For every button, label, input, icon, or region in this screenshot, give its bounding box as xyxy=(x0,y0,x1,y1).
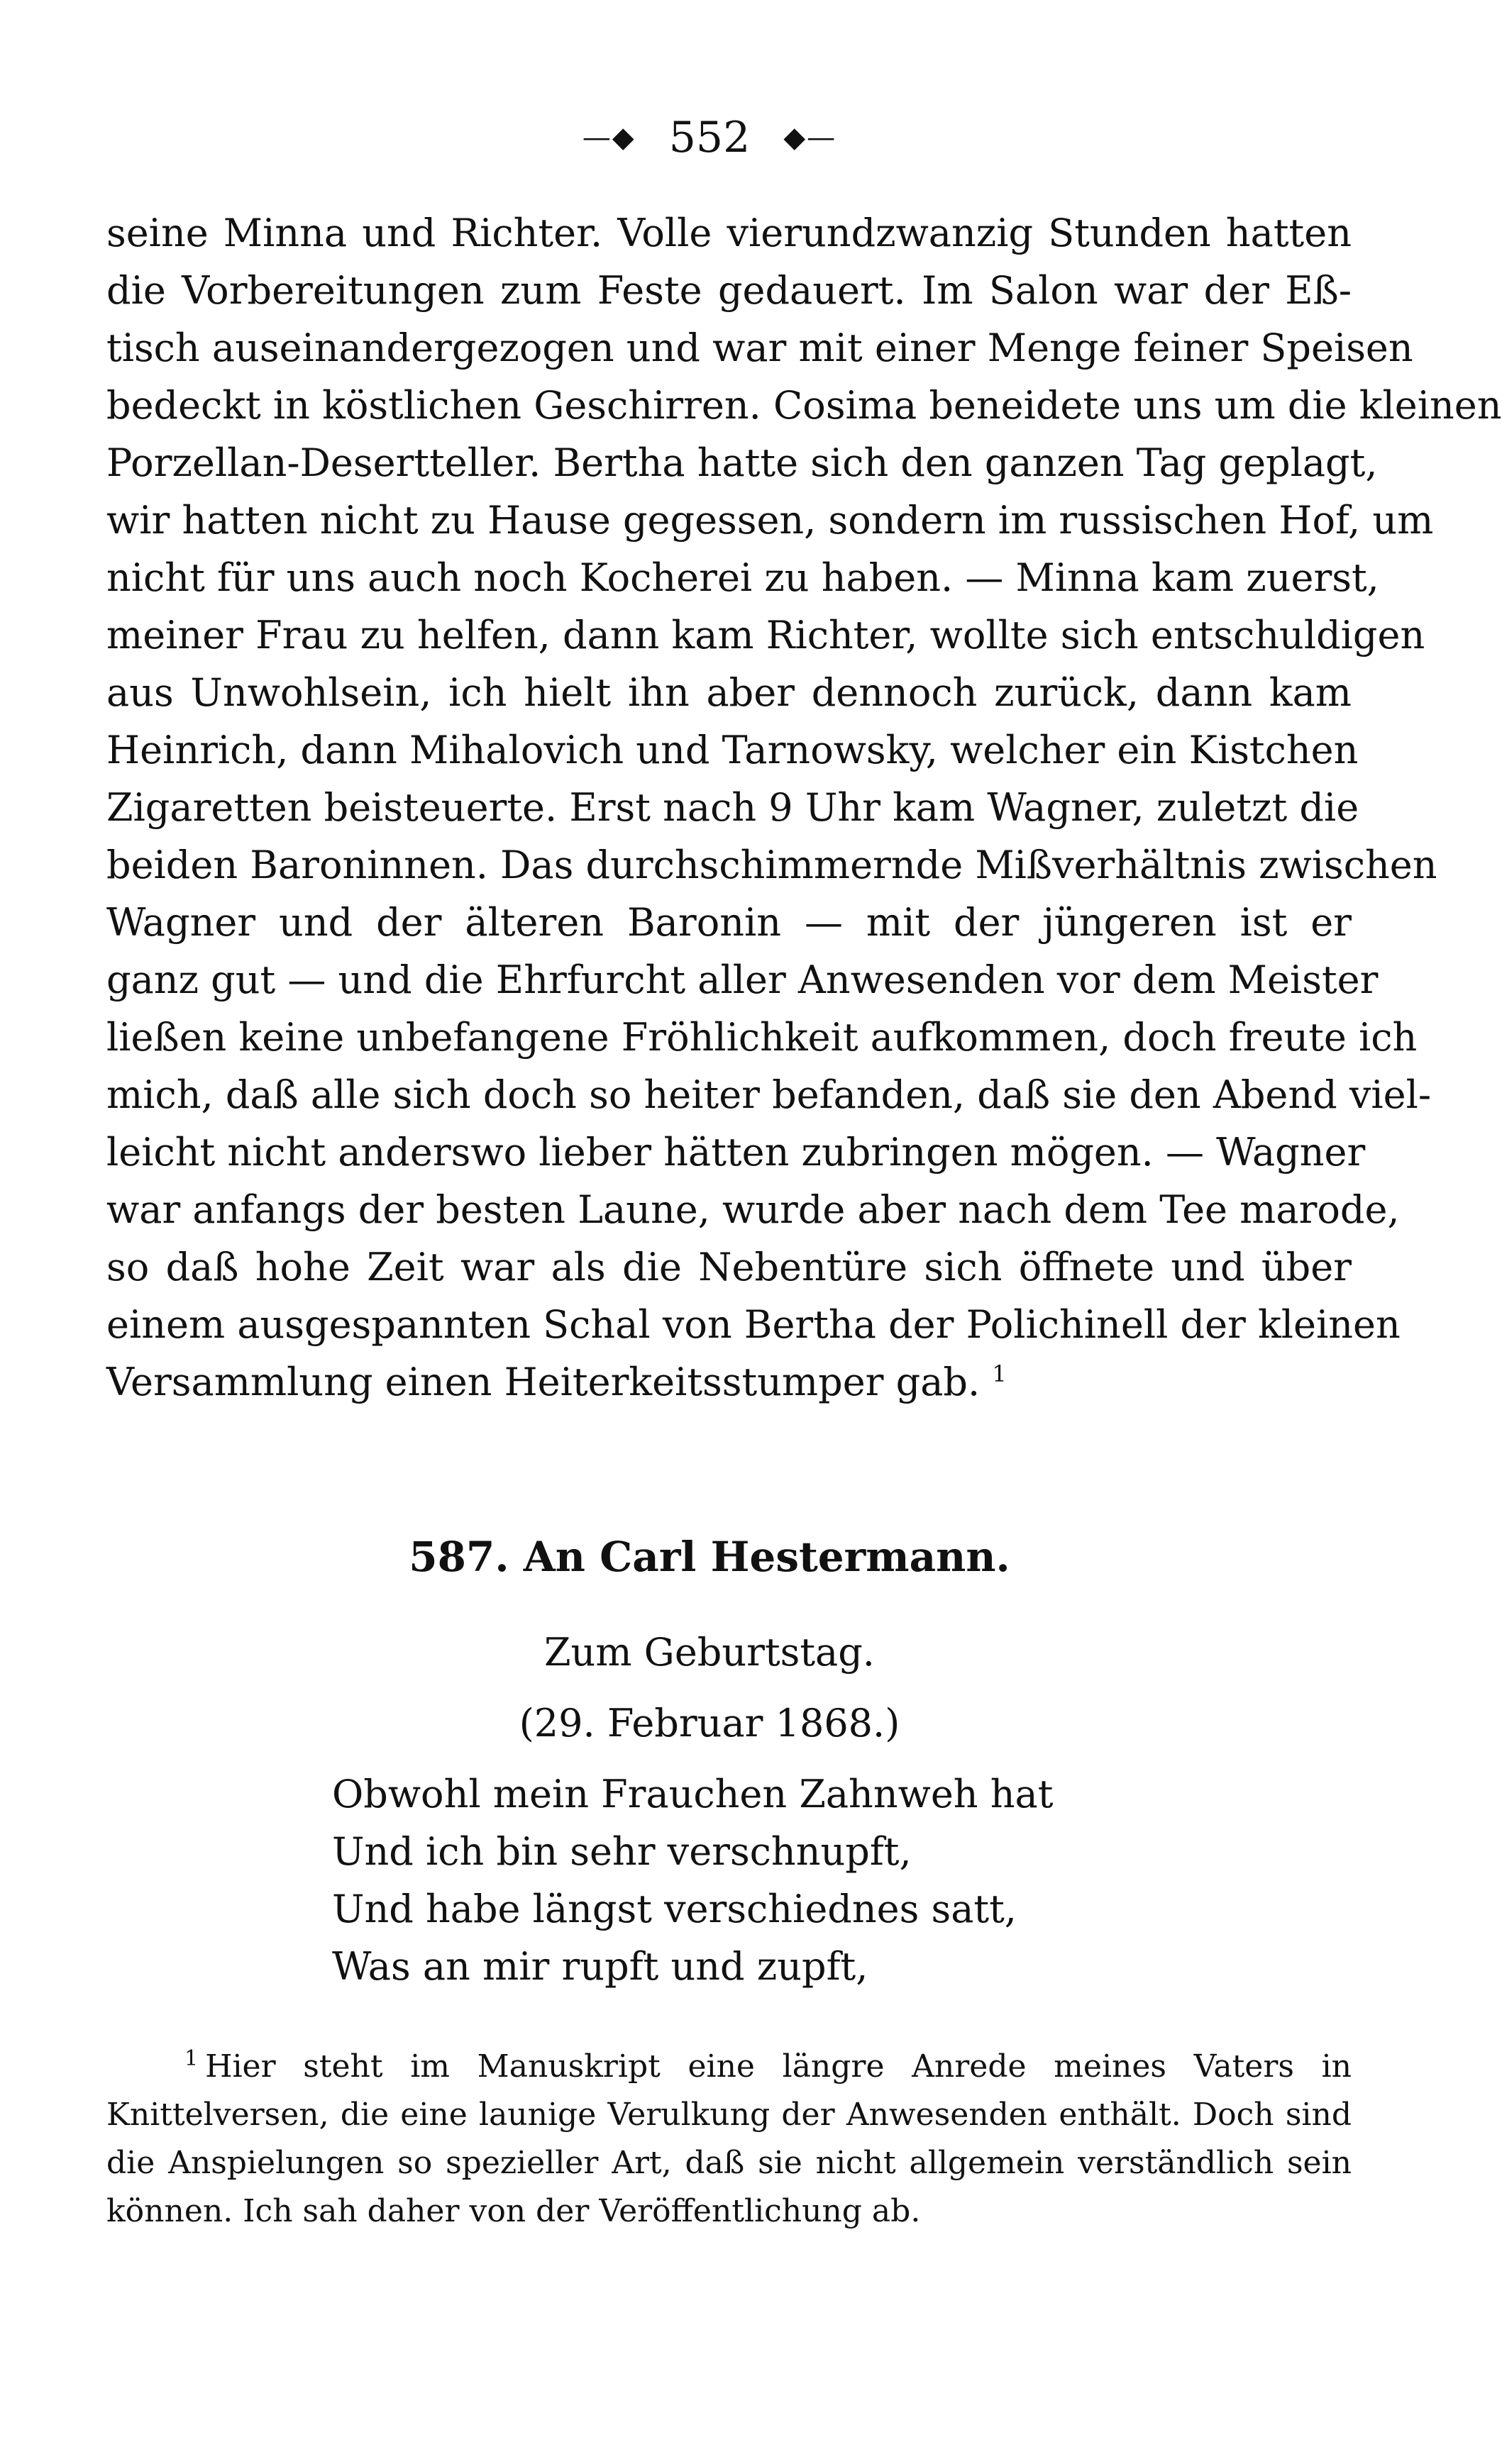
body-line: Heinrich, dann Mihalovich und Tarnowsky, welcher ein Kistchen xyxy=(106,728,1359,772)
letter-subtitle: Zum Geburtstag. xyxy=(544,1630,875,1675)
footnote-line xyxy=(106,2043,1352,2091)
footnote-line: die Anspielungen so spezieller Art, daß sie nicht allgemein verständlich sein xyxy=(106,2145,1352,2181)
body-line-text: Versammlung einen Heiterkeitsstumper gab. xyxy=(106,1360,981,1404)
poem-line: Und habe längst verschiednes satt, xyxy=(332,1887,1017,1931)
body-line: aus Unwohlsein, ich hielt ihn aber dennoch zurück, dann kam xyxy=(106,670,1352,715)
body-line: bedeckt in köstlichen Geschirren. Cosima beneidete uns um die kleinen xyxy=(106,383,1502,428)
body-line: Porzellan-Desertteller. Bertha hatte sich den ganzen Tag geplagt, xyxy=(106,440,1378,485)
body-line: Zigaretten beisteuerte. Erst nach 9 Uhr kam Wagner, zuletzt die xyxy=(106,785,1359,830)
body-line: wir hatten nicht zu Hause gegessen, sondern im russischen Hof, um xyxy=(106,498,1434,543)
body-line-last xyxy=(106,1353,1352,1411)
body-line: einem ausgespannten Schal von Bertha der Polichinell der kleinen xyxy=(106,1302,1401,1347)
footnote-reference: 1 xyxy=(992,1360,1007,1387)
body-line: beiden Baroninnen. Das durchschimmernde Mißverhältnis zwischen xyxy=(106,843,1437,887)
footnote-line: können. Ich sah daher von der Veröffentlichung ab. xyxy=(106,2193,921,2229)
body-line: Wagner und der älteren Baronin — mit der jüngeren ist er xyxy=(106,900,1352,945)
body-line: so daß hohe Zeit war als die Nebentüre sich öffnete und über xyxy=(106,1245,1352,1289)
body-paragraph xyxy=(106,204,1502,1411)
page-number: 552 xyxy=(668,113,751,163)
poem-line: Und ich bin sehr verschnupft, xyxy=(332,1829,912,1874)
poem-line: Was an mir rupft und zupft, xyxy=(332,1944,868,1989)
body-line: die Vorbereitungen zum Feste gedauert. Im Salon war der Eß- xyxy=(106,268,1352,313)
footnote xyxy=(106,2043,1352,2236)
body-line: ganz gut — und die Ehrfurcht aller Anwesenden vor dem Meister xyxy=(106,958,1379,1002)
body-line: seine Minna und Richter. Volle vierundzwanzig Stunden hatten xyxy=(106,211,1352,255)
footnote-line-text: Hier steht im Manuskript eine längre Anrede meines Vaters in xyxy=(205,2048,1352,2085)
body-line: meiner Frau zu helfen, dann kam Richter, wollte sich entschuldigen xyxy=(106,613,1425,657)
poem-line: Obwohl mein Frauchen Zahnweh hat xyxy=(332,1772,1054,1816)
body-line: tisch auseinandergezogen und war mit einer Menge feiner Speisen xyxy=(106,326,1413,370)
letter-date: (29. Februar 1868.) xyxy=(519,1701,900,1746)
footnote-line: Knittelversen, die eine launige Verulkung der Anwesenden enthält. Doch sind xyxy=(106,2097,1352,2133)
page-header xyxy=(0,106,1419,166)
ornament-right: ◆— xyxy=(783,121,837,155)
letter-title: 587. An Carl Hestermann. xyxy=(409,1533,1010,1581)
body-line: leicht nicht anderswo lieber hätten zubringen mögen. — Wagner xyxy=(106,1130,1366,1175)
ornament-left: —◆ xyxy=(582,121,636,155)
body-line: mich, daß alle sich doch so heiter befanden, daß sie den Abend viel- xyxy=(106,1072,1432,1117)
poem xyxy=(332,1766,1325,1996)
body-line: nicht für uns auch noch Kocherei zu haben. — Minna kam zuerst, xyxy=(106,555,1379,600)
footnote-marker: 1 xyxy=(184,2046,199,2072)
body-line: war anfangs der besten Laune, wurde aber nach dem Tee marode, xyxy=(106,1187,1400,1232)
body-line: ließen keine unbefangene Fröhlichkeit aufkommen, doch freute ich xyxy=(106,1015,1418,1060)
